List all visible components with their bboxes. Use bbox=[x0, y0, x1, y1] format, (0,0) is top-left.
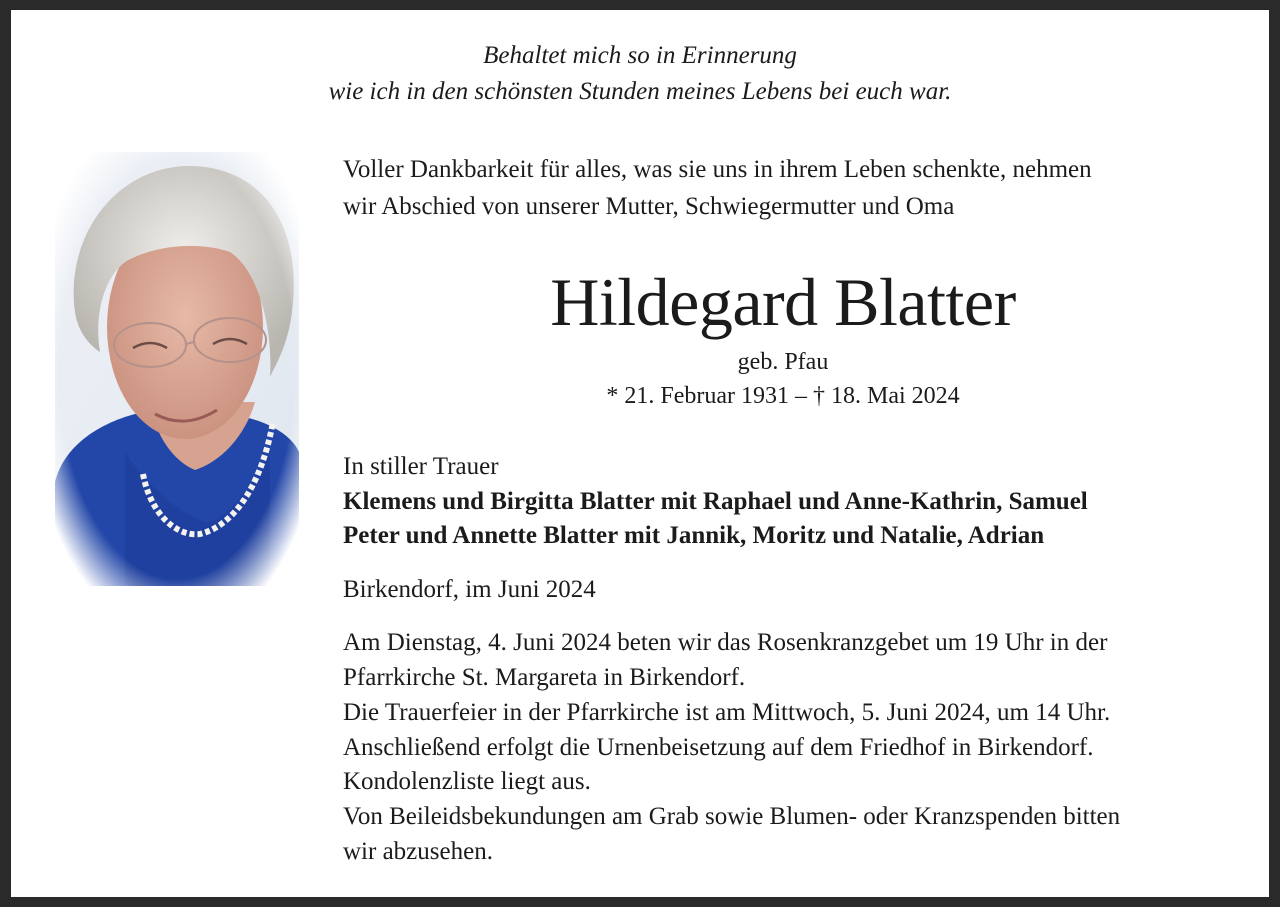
intro-line-1: Voller Dankbarkeit für alles, was sie uns in ihrem Leben schenkte, nehmen bbox=[343, 156, 1092, 183]
mourners-line-1: Klemens und Birgitta Blatter mit Raphael und Anne-Kathrin, Samuel bbox=[343, 488, 1088, 515]
notice-line: Pfarrkirche St. Margareta in Birkendorf. bbox=[343, 664, 746, 691]
notice-line: Anschließend erfolgt die Urnenbeisetzung auf dem Friedhof in Birkendorf. bbox=[343, 734, 1094, 761]
notice-line: Die Trauerfeier in der Pfarrkirche ist am Mittwoch, 5. Juni 2024, um 14 Uhr. bbox=[343, 699, 1111, 726]
motto-line-2: wie ich in den schönsten Stunden meines Lebens bei euch war. bbox=[328, 78, 952, 105]
deceased-name: Hildegard Blatter bbox=[550, 264, 1016, 340]
motto-line-1: Behaltet mich so in Erinnerung bbox=[483, 42, 797, 69]
notice-line: Am Dienstag, 4. Juni 2024 beten wir das Rosenkranzgebet um 19 Uhr in der bbox=[343, 629, 1108, 656]
notice-line: Von Beileidsbekundungen am Grab sowie Blumen- oder Kranzspenden bitten bbox=[343, 803, 1121, 830]
notice-line: wir abzusehen. bbox=[343, 838, 493, 865]
life-dates: * 21. Februar 1931 – † 18. Mai 2024 bbox=[606, 383, 960, 409]
portrait-photo bbox=[55, 152, 299, 586]
intro-line-2: wir Abschied von unserer Mutter, Schwiegermutter und Oma bbox=[343, 193, 955, 220]
notice-line: Kondolenzliste liegt aus. bbox=[343, 768, 591, 795]
place-date: Birkendorf, im Juni 2024 bbox=[343, 576, 596, 603]
maiden-name: geb. Pfau bbox=[737, 349, 829, 375]
mourners-line-2: Peter und Annette Blatter mit Jannik, Moritz und Natalie, Adrian bbox=[343, 522, 1045, 549]
mourners-heading: In stiller Trauer bbox=[343, 453, 499, 480]
